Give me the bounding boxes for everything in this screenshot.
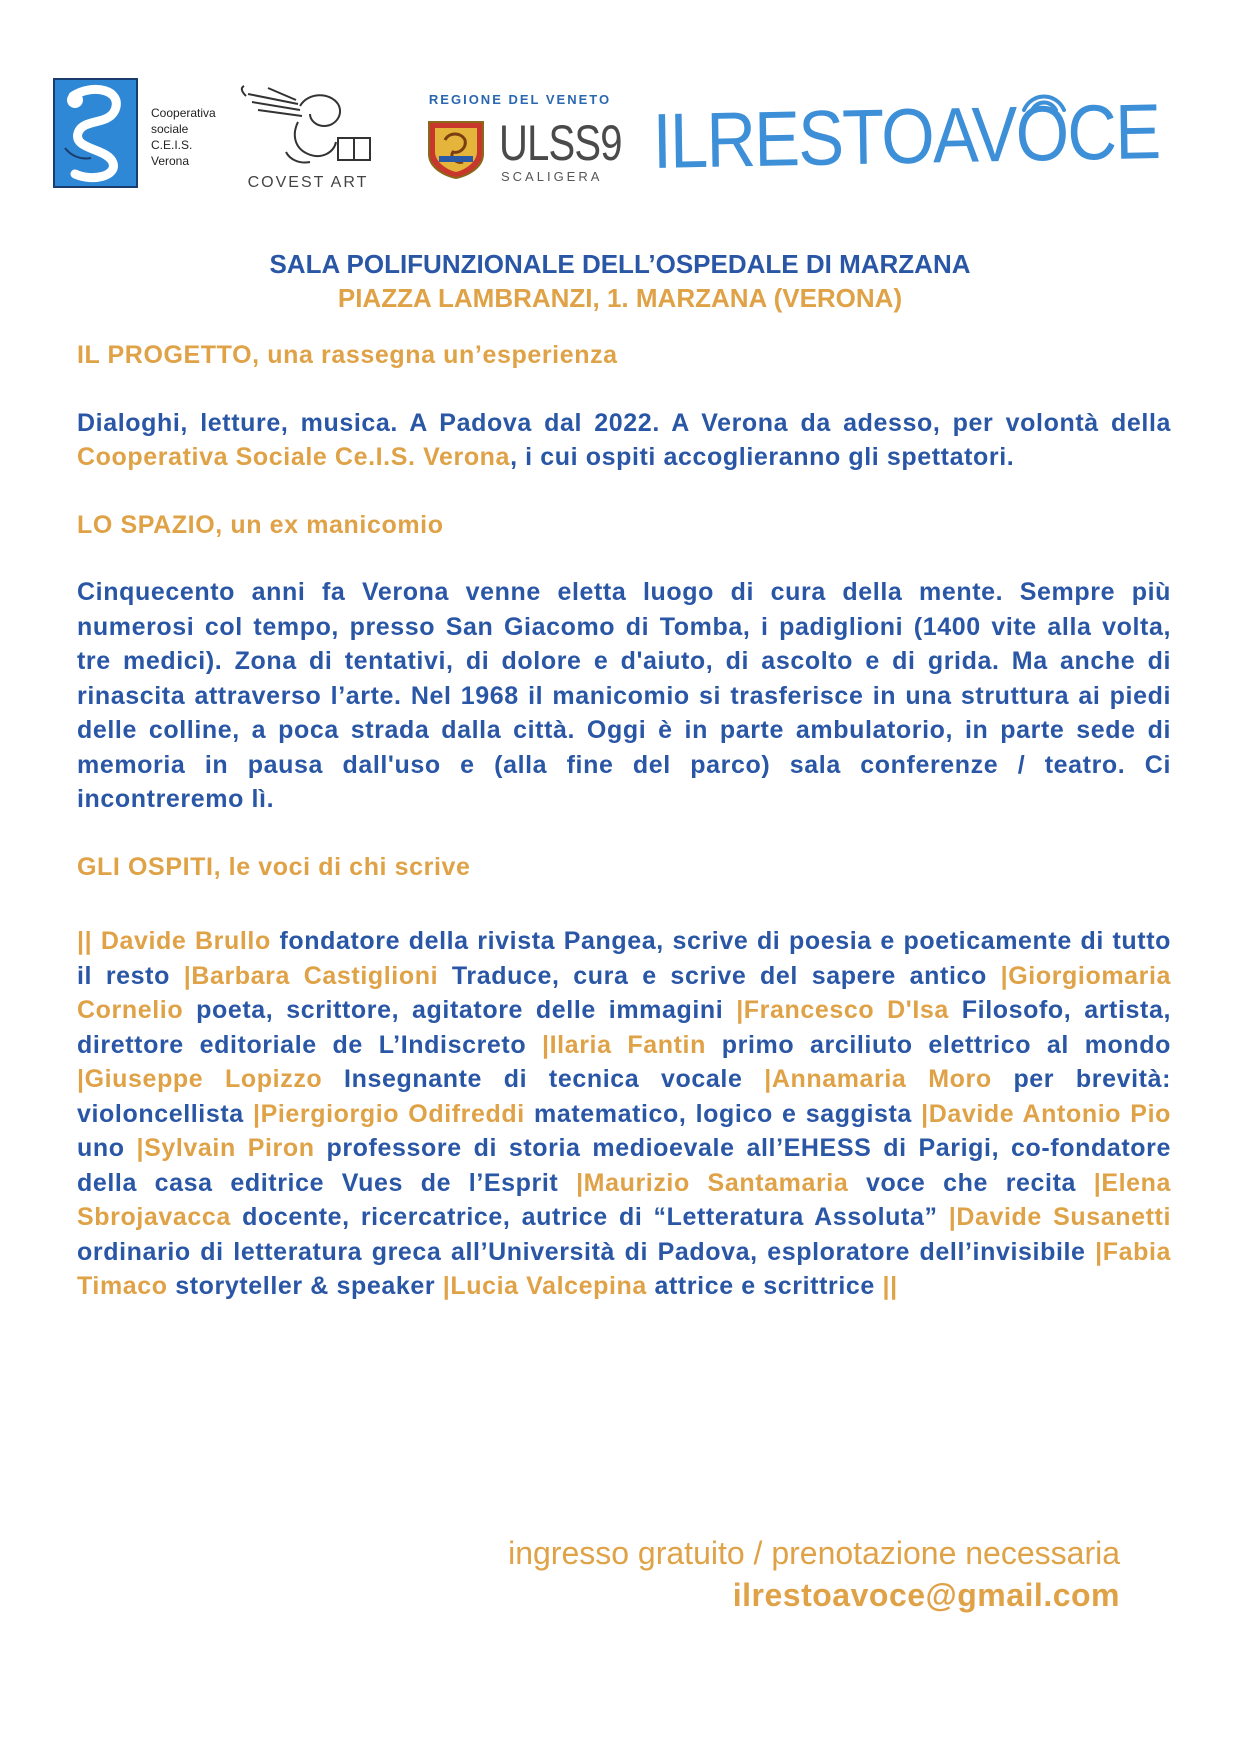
sound-waves-icon	[1016, 84, 1072, 114]
progetto-text-after: , i cui ospiti accoglieranno gli spettatori.	[510, 443, 1015, 471]
guest-name: |Sylvain Piron	[136, 1134, 315, 1162]
progetto-highlight: Cooperativa Sociale Ce.I.S. Verona	[77, 443, 511, 471]
progetto-text-before: Dialoghi, letture, musica. A Padova dal 2022. A Verona da adesso, per volontà della	[77, 408, 1171, 437]
guest-description: Traduce, cura e scrive del sapere antico	[451, 961, 987, 990]
guest-name: |Giuseppe Lopizzo	[77, 1065, 323, 1093]
guest-description: uno	[77, 1134, 125, 1162]
guest-name: |Maurizio Santamaria	[576, 1168, 849, 1197]
covest-name: COVEST ART	[247, 174, 369, 191]
ilrestoavoce-logo	[652, 86, 1192, 192]
guest-list	[77, 924, 1171, 1304]
guest-name: |Lucia Valcepina	[442, 1272, 647, 1300]
guest-description: attrice e scrittrice	[654, 1272, 875, 1300]
winged-lion-icon	[238, 82, 378, 170]
guest-description: matematico, logico e saggista	[533, 1099, 912, 1128]
contact-email[interactable]: ilrestoavoce@gmail.com	[732, 1577, 1120, 1613]
guest-name: |Barbara Castiglioni	[183, 961, 439, 990]
section-heading-progetto: IL PROGETTO, una rassegna un’esperienza	[77, 341, 618, 369]
guest-description: voce che recita	[866, 1168, 1077, 1197]
ilrestoavoce-wordmark: ILRESTOAVOCE	[652, 86, 1160, 185]
guest-name: |Annamaria Moro	[764, 1065, 992, 1093]
footer	[508, 1532, 1120, 1616]
ceis-line: Verona	[151, 154, 190, 168]
covest-art-logo	[238, 82, 378, 202]
ceis-line: sociale	[151, 122, 189, 136]
venue-address: PIAZZA LAMBRANZI, 1. MARZANA (VERONA)	[337, 283, 903, 313]
guest-name: |Piergiorgio Odifreddi	[252, 1099, 525, 1128]
guest-name: |Davide Susanetti	[948, 1203, 1171, 1231]
guest-description: ordinario di letteratura greca all’Università di Padova, esploratore dell’invisibile	[77, 1237, 1086, 1266]
veneto-lion-shield-icon	[427, 118, 485, 180]
guest-name: |Francesco D'Isa	[736, 996, 949, 1024]
ulss-name: ULSS9	[499, 115, 622, 171]
ceis-line: Cooperativa	[151, 106, 216, 120]
guest-list-close-bars: ||	[882, 1272, 898, 1300]
section-heading-ospiti: GLI OSPITI, le voci di chi scrive	[77, 852, 471, 881]
guest-description: per brevità: violoncellista	[77, 1065, 1171, 1128]
guest-description: professore di storia medioevale all’EHESS di Parigi, co-fondatore della casa editrice Vues de l’Esprit	[77, 1134, 1171, 1197]
guest-description: Filosofo, artista, direttore editoriale de L’Indiscreto	[77, 996, 1172, 1059]
section-heading-spazio: LO SPAZIO, un ex manicomio	[77, 510, 444, 539]
ceis-line: C.E.I.S.	[151, 138, 193, 152]
guest-name: |Ilaria Fantin	[542, 1030, 706, 1059]
progetto-paragraph	[77, 406, 1171, 475]
venue-header	[0, 247, 1240, 315]
guest-list-open-bars: ||	[77, 927, 101, 955]
spazio-paragraph: Cinquecento anni fa Verona venne eletta luogo di cura della mente. Sempre più numerosi col tempo, presso San Giacomo di Tomba, i padiglioni (1400 vite alla volta, tre medici). Zona di tentativi, di dolore e d'aiuto, di ascolto e di grida. Ma anche di rinascita attraverso l’arte. Nel 1968 il manicomio si trasferisce in una struttura ai piedi delle colline, a poca strada dalla città. Oggi è in parte ambulatorio, in parte sede di memoria in pausa dall'uso e (alla fine del parco) sala conferenze / teatro. Ci incontreremo lì.	[77, 578, 1171, 813]
venue-name: SALA POLIFUNZIONALE DELL’OSPEDALE DI MARZANA	[269, 249, 971, 279]
guest-name: |Fabia Timaco	[77, 1237, 1172, 1300]
entry-info: ingresso gratuito / prenotazione necessaria	[508, 1535, 1120, 1571]
main-content	[77, 338, 1171, 1304]
ulss-region: REGIONE DEL VENETO	[428, 92, 612, 107]
ulss-sub: SCALIGERA	[501, 169, 603, 184]
guest-name: |Davide Antonio Pio	[921, 1099, 1171, 1128]
guest-name: Davide Brullo	[100, 927, 271, 955]
header-logos	[0, 0, 1240, 200]
guest-name: |Elena Sbrojavacca	[77, 1168, 1172, 1231]
guest-description: docente, ricercatrice, autrice di “Letteratura Assoluta”	[242, 1203, 938, 1231]
guest-description: storyteller & speaker	[175, 1272, 436, 1300]
ulss9-logo	[425, 88, 622, 188]
guest-description: poeta, scrittore, agitatore delle immagini	[196, 996, 724, 1024]
guest-description: fondatore della rivista Pangea, scrive di poesia e poeticamente di tutto il resto	[77, 927, 1171, 990]
ceis-emblem-icon	[53, 78, 138, 188]
guest-description: Insegnante di tecnica vocale	[344, 1065, 743, 1093]
guest-description: primo arciliuto elettrico al mondo	[721, 1030, 1172, 1059]
ceis-logo-text	[151, 105, 216, 169]
guest-name: |Giorgiomaria Cornelio	[77, 961, 1172, 1024]
